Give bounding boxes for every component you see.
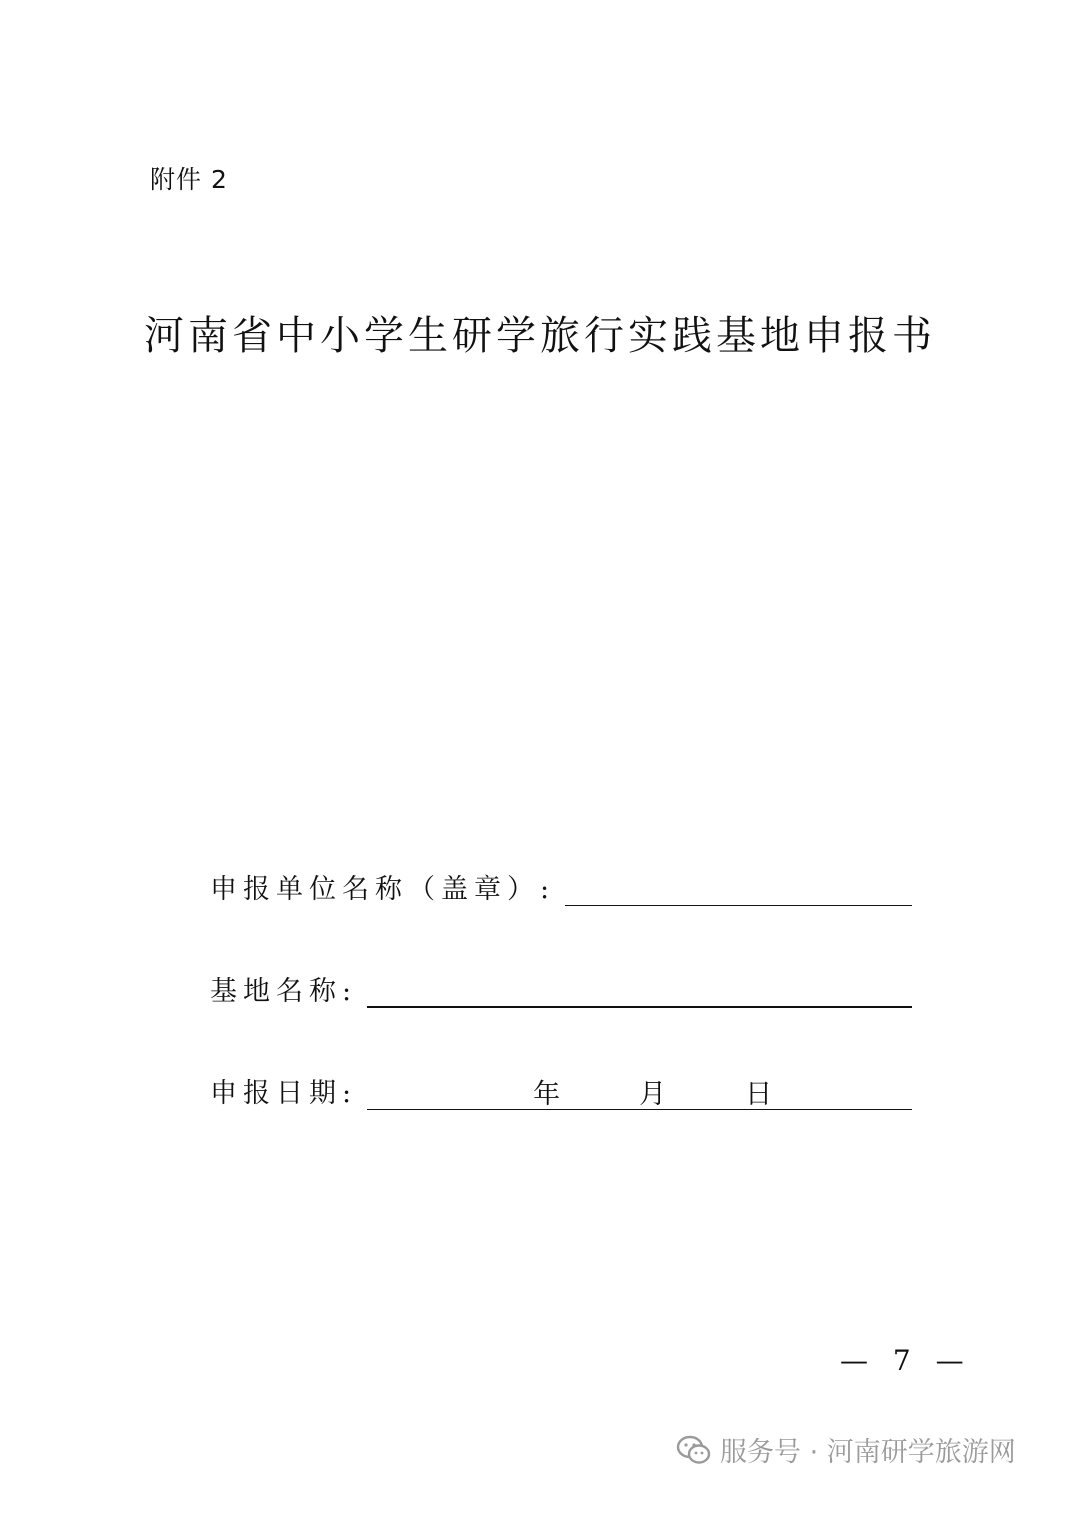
unit-name-blank [565,873,912,906]
base-name-row [210,970,912,1014]
base-name-blank [367,974,912,1008]
page-number: — 7 — [840,1344,972,1377]
watermark [676,1430,1016,1469]
wechat-icon [676,1435,712,1465]
unit-name-row [210,868,912,912]
base-name-label: 基地名称: [210,976,358,1007]
date-row [210,1072,912,1116]
document-title: 河南省中小学生研学旅行实践基地申报书 [144,313,936,359]
day-label: 日 [745,1079,773,1110]
year-label: 年 [533,1079,561,1110]
watermark-text: 服务号 · 河南研学旅游网 [720,1437,1016,1468]
date-label: 申报日期: [210,1078,358,1109]
attachment-label: 附件 2 [150,165,228,194]
date-blank [367,1077,912,1110]
month-label: 月 [639,1079,667,1110]
unit-name-label: 申报单位名称（盖章）: [210,874,556,905]
